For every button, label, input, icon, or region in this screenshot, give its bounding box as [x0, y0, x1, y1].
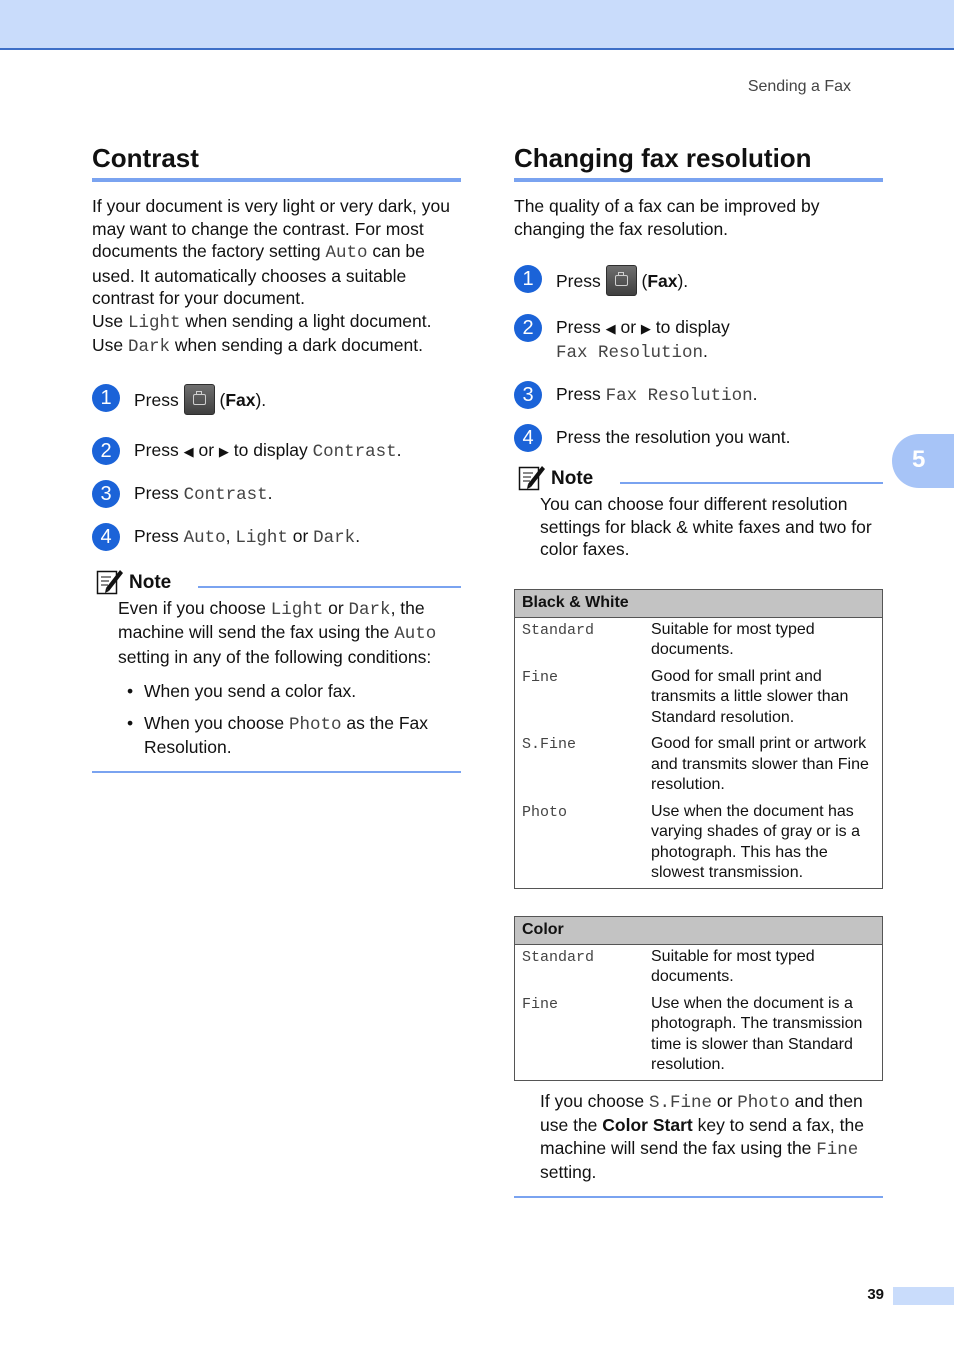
header-band — [0, 0, 954, 50]
note-rule — [198, 586, 461, 588]
resolution-intro: The quality of a fax can be improved by changing the fax resolution. — [514, 196, 820, 239]
resolution-step-1: 1 Press (Fax). — [514, 267, 883, 298]
contrast-step-1: 1 Press (Fax). — [92, 386, 461, 417]
table-row: Standard Suitable for most typed documents. — [522, 947, 815, 985]
resolution-step-2: 2 Press ◀ or ▶ to display Fax Resolution. — [514, 316, 883, 365]
right-arrow-icon: ▶ — [640, 321, 651, 336]
left-arrow-icon: ◀ — [605, 321, 616, 336]
contrast-step-3: 3 Press Contrast. — [92, 482, 461, 507]
right-arrow-icon: ▶ — [218, 443, 229, 459]
resolution-step-3: 3 Press Fax Resolution. — [514, 383, 883, 408]
contrast-step-2: 2 Press ◀ or ▶ to display Contrast. — [92, 439, 461, 464]
resolution-note — [514, 463, 883, 1198]
note-pencil-icon — [96, 567, 124, 595]
page-number-bar — [893, 1287, 954, 1305]
note-bullet-list — [118, 680, 461, 759]
table-header: Color — [515, 917, 882, 945]
fax-button-icon[interactable] — [606, 265, 637, 296]
left-arrow-icon: ◀ — [183, 443, 194, 459]
note-text: Even if you choose Light or Dark, the machine will send the fax using the Auto setting in any of the following conditions: — [118, 597, 437, 667]
title-rule — [92, 178, 461, 182]
note-pencil-icon — [518, 463, 546, 491]
note-end-rule — [514, 1196, 883, 1198]
fax-button-icon[interactable] — [184, 384, 215, 415]
list-item: • When you send a color fax. — [118, 680, 461, 703]
table-row: Photo Use when the document has varying shades of gray or is a photograph. This has the slowest transmission. — [522, 802, 860, 881]
chapter-tab: 5 — [892, 434, 954, 488]
table-row: Fine Use when the document is a photograph. The transmission time is slower than Standard resolution. — [522, 994, 863, 1073]
resolution-section — [514, 142, 883, 1198]
color-resolution-table — [514, 916, 883, 1081]
note-after-text: If you choose S.Fine or Photo and then use the Color Start key to send a fax, the machine will send the fax using the Fine setting. — [540, 1090, 864, 1182]
bw-resolution-table — [514, 589, 883, 889]
table-row: Fine Good for small print and transmits a little slower than Standard resolution. — [522, 667, 849, 726]
step-number-badge: 4 — [92, 523, 120, 551]
step-number-badge: 4 — [514, 424, 542, 452]
note-end-rule — [92, 771, 461, 773]
step-number-badge: 3 — [514, 381, 542, 409]
resolution-title: Changing fax resolution — [514, 143, 812, 173]
contrast-section — [92, 142, 461, 773]
contrast-intro: If your document is very light or very dark, you may want to change the contrast. For most documents the factory setting Auto can be used. It automatically chooses a suitable contrast for your document. Use Light when sending a light document. Use Dark when sending a dark document. — [92, 196, 450, 357]
title-rule — [514, 178, 883, 182]
contrast-note — [92, 567, 461, 773]
note-label: Note — [129, 571, 172, 593]
step-number-badge: 2 — [92, 437, 120, 465]
table-header: Black & White — [515, 590, 882, 618]
step-number-badge: 3 — [92, 480, 120, 508]
running-header: Sending a Fax — [747, 78, 851, 95]
resolution-step-4: 4 Press the resolution you want. — [514, 426, 883, 449]
list-item: • When you choose Photo as the Fax Resolution. — [118, 712, 461, 759]
contrast-step-4: 4 Press Auto, Light or Dark. — [92, 525, 461, 550]
note-rule — [620, 482, 883, 484]
step-number-badge: 1 — [514, 265, 542, 293]
table-row: S.Fine Good for small print or artwork and transmits slower than Fine resolution. — [522, 735, 869, 793]
step-number-badge: 2 — [514, 314, 542, 342]
contrast-title: Contrast — [92, 143, 199, 173]
step-number-badge: 1 — [92, 384, 120, 412]
page-number: 39 — [867, 1286, 884, 1303]
table-row: Standard Suitable for most typed documents. — [522, 620, 815, 658]
note-label: Note — [551, 468, 594, 489]
note-text: You can choose four different resolution settings for black & white faxes and two for color faxes. — [540, 494, 872, 559]
